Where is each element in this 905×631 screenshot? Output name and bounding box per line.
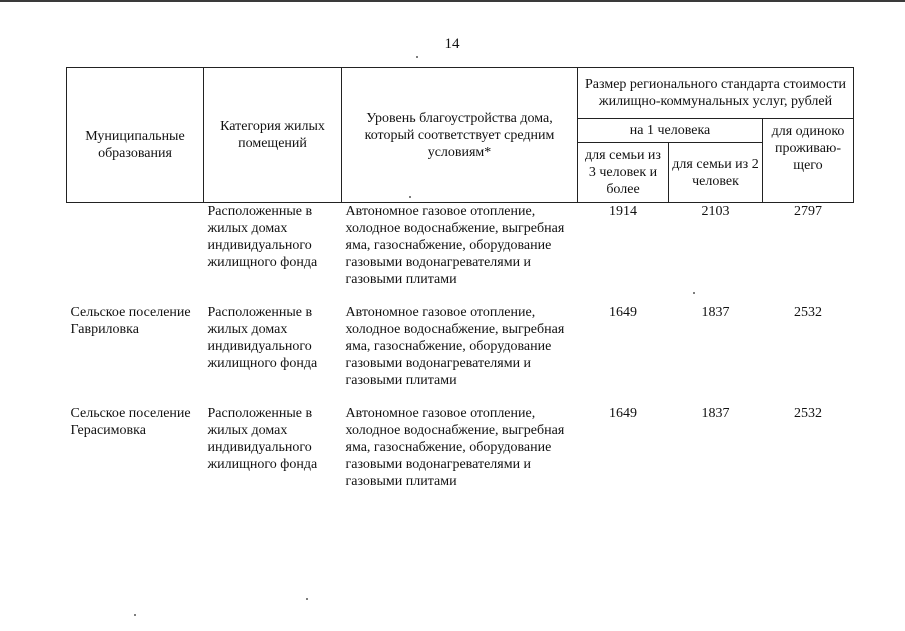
cell-family-3: 1649 [609,305,637,320]
table-row [67,203,854,305]
cell-municipality: Сельское поселение Герасимовка [70,406,191,438]
header-per-person: на 1 человека [578,119,763,143]
cell-category: Расположенные в жилых домах индивидуального жилищного фонда [207,406,318,472]
cell-category: Расположенные в жилых домах индивидуального жилищного фонда [207,204,318,270]
scan-speck [306,598,308,600]
page-number: 14 [444,36,460,52]
cell-municipality [67,203,204,305]
scan-top-edge [0,0,905,2]
header-family-2: для семьи из 2 человек [669,143,763,203]
table-row [67,405,854,490]
cell-category: Расположенные в жилых домах индивидуального жилищного фонда [207,305,318,371]
cell-single: 2532 [794,406,822,421]
cell-single: 2797 [794,204,822,219]
tariff-table [66,67,854,490]
header-single: для одиноко проживаю-щего [763,119,854,203]
table-row [67,304,854,405]
scan-speck [416,56,418,58]
cell-amenities: Автономное газовое отопление, холодное водоснабжение, выгребная яма, газоснабжение, оборудование газовыми водонагревателями и газовыми плитами [345,204,565,287]
cell-family-2: 1837 [701,406,730,421]
cell-family-2: 1837 [701,305,730,320]
cell-municipality: Сельское поселение Гавриловка [70,305,191,337]
header-standard: Размер регионального стандарта стоимости жилищно-коммунальных услуг, рублей [578,68,854,119]
header-municipality: Муниципальные образования [67,68,204,203]
cell-family-3: 1914 [609,204,637,219]
header-category: Категория жилых помещений [204,68,342,203]
cell-amenities: Автономное газовое отопление, холодное водоснабжение, выгребная яма, газоснабжение, оборудование газовыми водонагревателями и газовыми плитами [345,406,565,489]
scan-speck [409,196,411,198]
scan-speck [693,292,695,294]
cell-single: 2532 [794,305,822,320]
header-family-3: для семьи из 3 человек и более [578,143,669,203]
header-amenities: Уровень благоустройства дома, который соответствует средним условиям* [342,68,578,203]
scan-speck [134,614,136,616]
cell-family-3: 1649 [609,406,637,421]
cell-amenities: Автономное газовое отопление, холодное водоснабжение, выгребная яма, газоснабжение, оборудование газовыми водонагревателями и газовыми плитами [345,305,565,388]
cell-family-2: 2103 [701,204,730,219]
